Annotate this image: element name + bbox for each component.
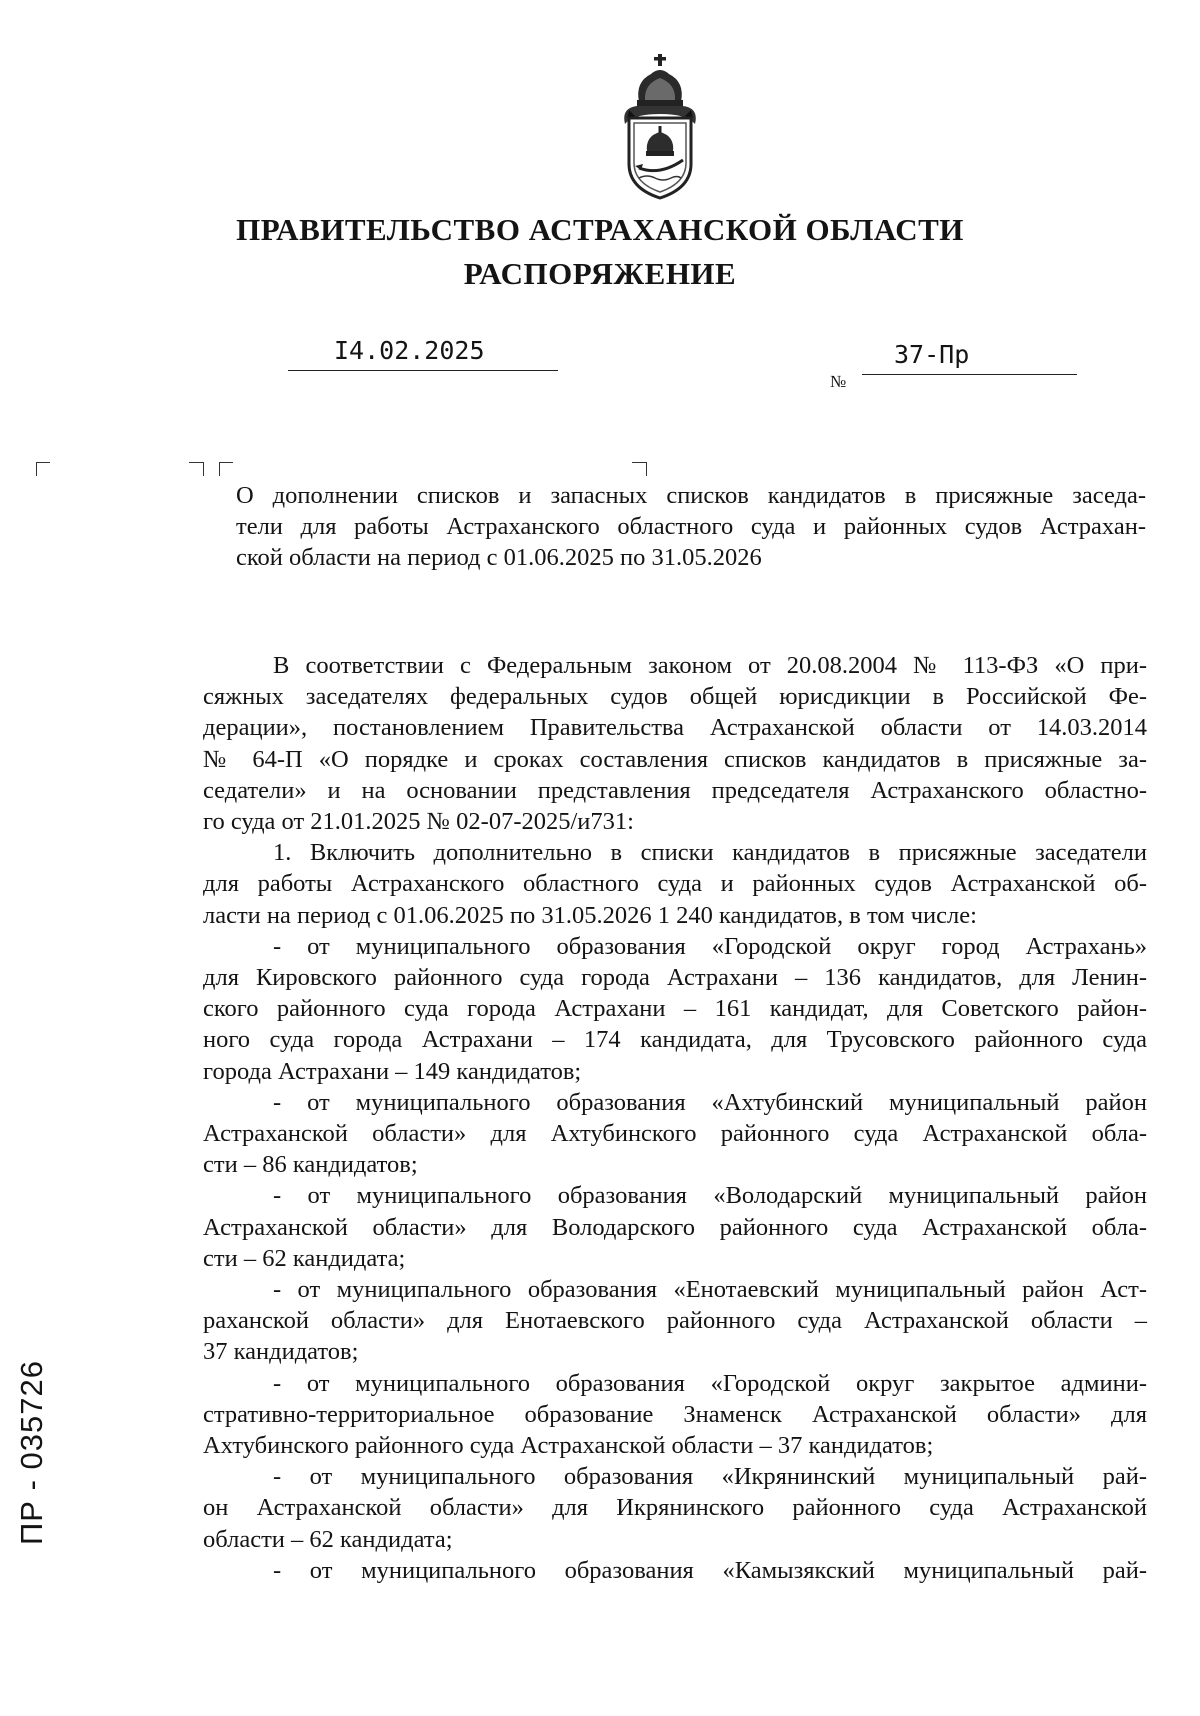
body-line: города Астрахани – 149 кандидатов; <box>203 1057 582 1085</box>
body-line: В соответствии с Федеральным законом от 20.08.2004 № 113-ФЗ «О при- <box>273 652 1147 679</box>
body-line: го суда от 21.01.2025 № 02-07-2025/и731: <box>203 808 634 836</box>
margin-corner-mark <box>36 462 50 476</box>
body-line: - от муниципального образования «Енотаевский муниципальный район Аст- <box>273 1276 1147 1304</box>
document-date-field <box>288 338 558 371</box>
body-line: ласти на период с 01.06.2025 по 31.05.2026 1 240 кандидатов, в том числе: <box>203 901 977 929</box>
body-line: седатели» и на основании представления председателя Астраханского областно- <box>203 776 1147 804</box>
number-sign: № <box>830 372 847 391</box>
body-line: № 64-П «О порядке и сроках составления списков кандидатов в присяжные за- <box>203 745 1147 773</box>
body-line: сти – 86 кандидатов; <box>203 1151 418 1179</box>
document-number-field <box>862 342 1077 375</box>
body-line: - от муниципального образования «Ахтубинский муниципальный район <box>273 1088 1147 1116</box>
title-line: тели для работы Астраханского областного суда и районных судов Астрахан- <box>236 513 1146 540</box>
body-line: - от муниципального образования «Икрянинский муниципальный рай- <box>273 1463 1147 1491</box>
title-line: О дополнении списков и запасных списков кандидатов в присяжные заседа- <box>236 482 1146 509</box>
body-line: - от муниципального образования «Городской округ закрытое админи- <box>273 1369 1147 1397</box>
body-line: он Астраханской области» для Икрянинского районного суда Астраханской <box>203 1494 1147 1522</box>
body-line: 37 кандидатов; <box>203 1338 359 1366</box>
registration-number: ПР - 035726 <box>14 1360 49 1545</box>
body-line: сяжных заседателях федеральных судов общей юрисдикции в Российской Фе- <box>203 683 1147 711</box>
document-date: I4.02.2025 <box>334 336 485 365</box>
body-line: дерации», постановлением Правительства Астраханской области от 14.03.2014 <box>203 714 1147 742</box>
title-corner-mark <box>632 462 647 476</box>
body-line: стративно-территориальное образование Знаменск Астраханской области» для <box>203 1400 1147 1428</box>
body-line: - от муниципального образования «Камызякский муниципальный рай- <box>273 1556 1147 1584</box>
title-line: ской области на период с 01.06.2025 по 31.05.2026 <box>236 544 762 571</box>
body-line: Астраханской области» для Володарского районного суда Астраханской обла- <box>203 1213 1147 1241</box>
document-title <box>236 480 1146 573</box>
body-line: Астраханской области» для Ахтубинского районного суда Астраханской обла- <box>203 1120 1147 1148</box>
body-line: для Кировского районного суда города Астрахани – 136 кандидатов, для Ленин- <box>203 964 1147 992</box>
coat-of-arms-icon <box>617 52 703 202</box>
document-type-heading: РАСПОРЯЖЕНИЕ <box>463 256 737 291</box>
government-heading: ПРАВИТЕЛЬСТВО АСТРАХАНСКОЙ ОБЛАСТИ <box>236 212 964 247</box>
body-line: Ахтубинского районного суда Астраханской области – 37 кандидатов; <box>203 1432 934 1460</box>
body-line: ского районного суда города Астрахани – 161 кандидат, для Советского район- <box>203 995 1147 1023</box>
body-line: - от муниципального образования «Володарский муниципальный район <box>273 1182 1147 1210</box>
body-line: области – 62 кандидата; <box>203 1525 453 1553</box>
body-line: - от муниципального образования «Городской округ город Астрахань» <box>273 932 1147 960</box>
title-corner-mark <box>219 462 233 476</box>
body-line: для работы Астраханского областного суда и районных судов Астраханской об- <box>203 870 1147 898</box>
body-line: 1. Включить дополнительно в списки кандидатов в присяжные заседатели <box>273 839 1147 867</box>
body-line: сти – 62 кандидата; <box>203 1244 406 1272</box>
margin-corner-mark <box>189 462 204 476</box>
body-line: ного суда города Астрахани – 174 кандидата, для Трусовского районного суда <box>203 1026 1147 1054</box>
document-number: 37-Пр <box>894 340 970 369</box>
body-line: раханской области» для Енотаевского районного суда Астраханской области – <box>203 1307 1147 1335</box>
document-body <box>203 650 1147 1586</box>
